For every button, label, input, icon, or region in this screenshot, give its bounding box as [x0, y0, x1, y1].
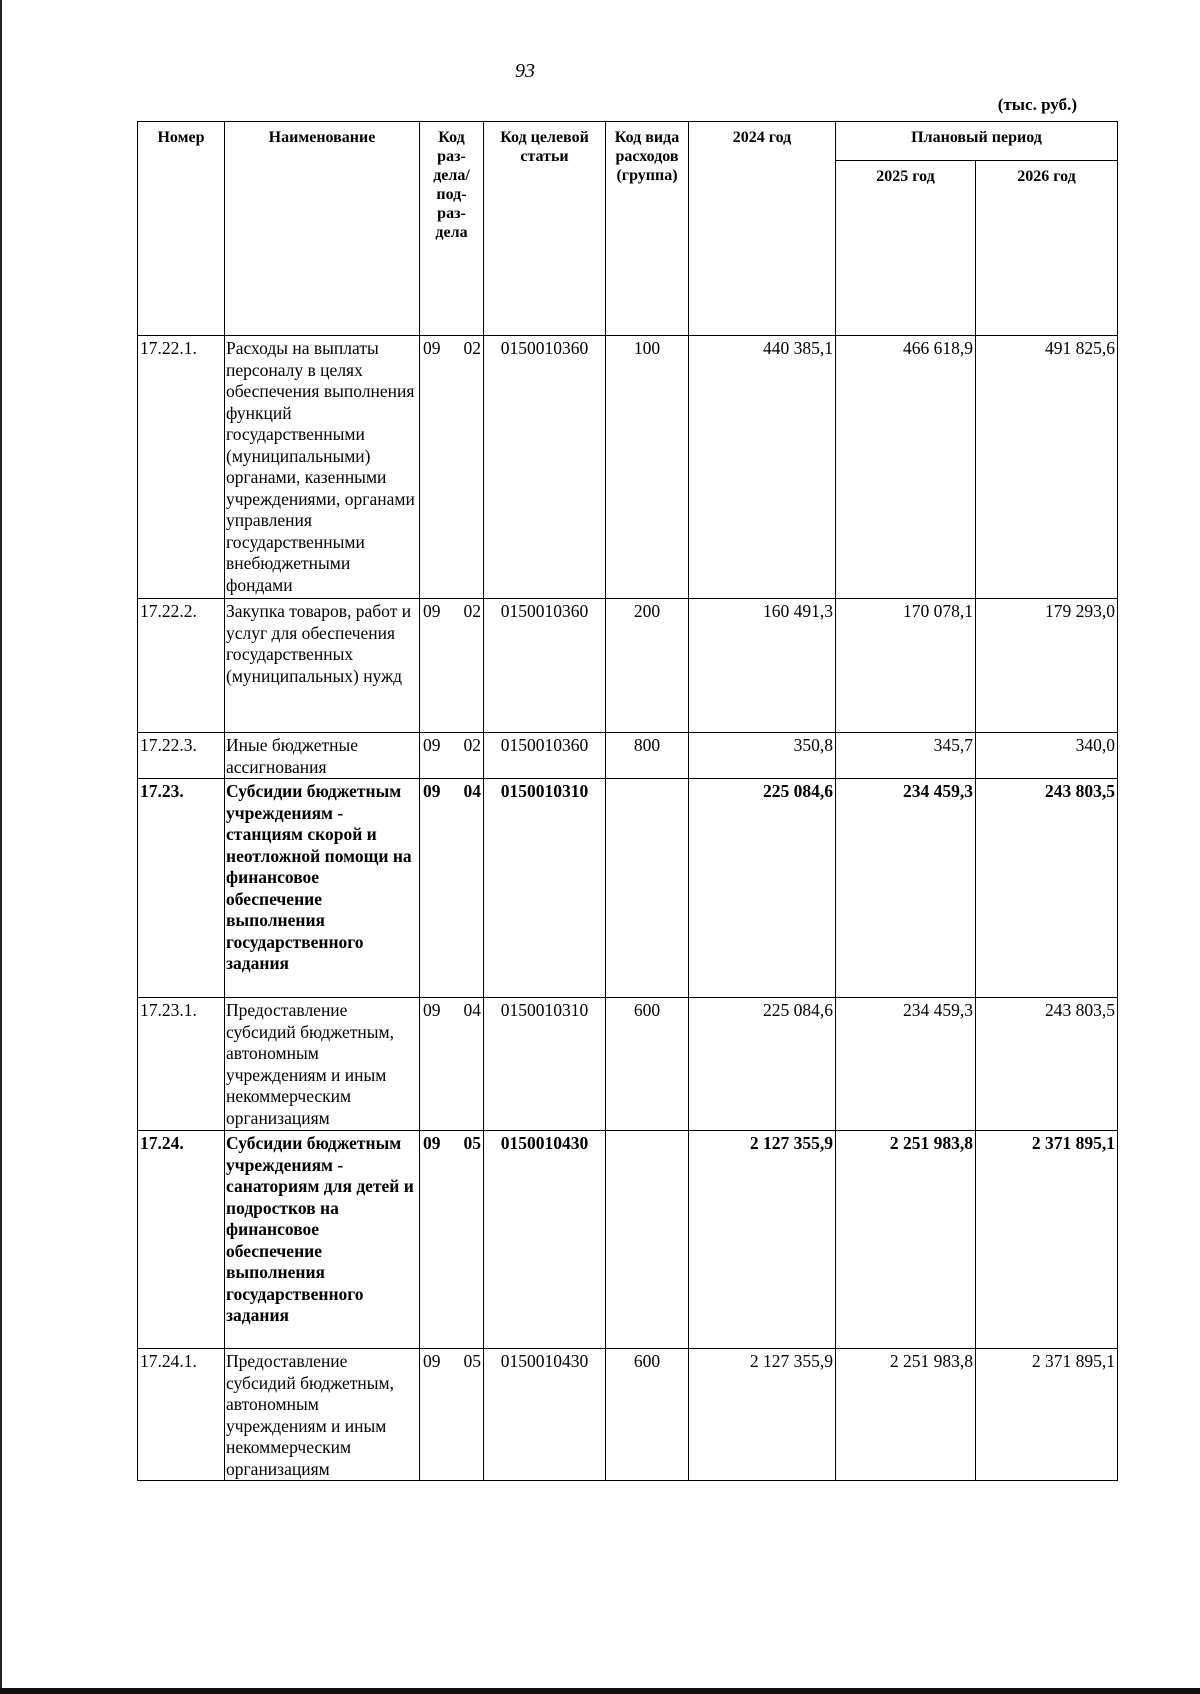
row-2026: 179 293,0	[976, 599, 1118, 733]
row-2025: 466 618,9	[836, 336, 976, 599]
row-target: 0150010360	[484, 599, 606, 733]
row-2024: 350,8	[689, 733, 836, 779]
row-expense-type	[606, 1131, 689, 1349]
row-target: 0150010360	[484, 733, 606, 779]
row-name: Расходы на выплаты персоналу в целях обеспечения выполнения функций государственными (муниципальными) органами, казенными учреждениями, органами управления государственными внебюджетными фондами	[225, 336, 420, 599]
table-row	[138, 599, 1118, 733]
row-2025: 345,7	[836, 733, 976, 779]
row-target: 0150010310	[484, 998, 606, 1131]
row-number: 17.22.1.	[138, 336, 225, 599]
row-section-code	[420, 1131, 484, 1349]
row-name: Закупка товаров, работ и услуг для обеспечения государственных (муниципальных) нужд	[225, 599, 420, 733]
row-number: 17.24.1.	[138, 1349, 225, 1481]
row-2025: 170 078,1	[836, 599, 976, 733]
row-section: 09	[423, 735, 441, 755]
row-2025: 234 459,3	[836, 998, 976, 1131]
table-row-subtotal	[138, 779, 1118, 998]
row-name: Субсидии бюджетным учреждениям - санаториям для детей и подростков на финансовое обеспечение выполнения государственного задания	[225, 1131, 420, 1349]
row-2024: 160 491,3	[689, 599, 836, 733]
row-2024: 225 084,6	[689, 998, 836, 1131]
row-name: Иные бюджетные ассигнования	[225, 733, 420, 779]
row-section: 09	[423, 1351, 441, 1371]
header-row-1	[138, 122, 1118, 161]
row-target: 0150010310	[484, 779, 606, 998]
row-section-code	[420, 1349, 484, 1481]
row-section: 09	[423, 338, 441, 358]
table-row-subtotal	[138, 1131, 1118, 1349]
row-section: 09	[423, 1133, 441, 1153]
row-section-code	[420, 599, 484, 733]
header-expense-type: Код вида расходов (группа)	[606, 122, 689, 336]
row-2024: 2 127 355,9	[689, 1349, 836, 1481]
budget-table	[137, 121, 1118, 1481]
row-2025: 2 251 983,8	[836, 1131, 976, 1349]
units-label: (тыс. руб.)	[997, 95, 1077, 114]
header-2026: 2026 год	[976, 161, 1118, 336]
row-section-code	[420, 733, 484, 779]
header-2025: 2025 год	[836, 161, 976, 336]
row-2024: 225 084,6	[689, 779, 836, 998]
header-number: Номер	[138, 122, 225, 336]
table-row	[138, 998, 1118, 1131]
row-2025: 234 459,3	[836, 779, 976, 998]
row-section-code	[420, 998, 484, 1131]
row-target: 0150010430	[484, 1131, 606, 1349]
scan-edge-bottom	[0, 1688, 1200, 1694]
row-2024: 440 385,1	[689, 336, 836, 599]
page-number: 93	[515, 60, 535, 82]
header-name: Наименование	[225, 122, 420, 336]
row-name: Предоставление субсидий бюджетным, автономным учреждениям и иным некоммерческим организациям	[225, 1349, 420, 1481]
row-2026: 243 803,5	[976, 779, 1118, 998]
row-2024: 2 127 355,9	[689, 1131, 836, 1349]
header-section-text: Код раз- дела/ под- раз- дела	[433, 129, 470, 241]
row-section: 09	[423, 601, 441, 621]
row-expense-type: 800	[606, 733, 689, 779]
row-number: 17.22.2.	[138, 599, 225, 733]
row-number: 17.23.	[138, 779, 225, 998]
row-2026: 340,0	[976, 733, 1118, 779]
row-expense-type: 200	[606, 599, 689, 733]
row-name: Субсидии бюджетным учреждениям - станциям скорой и неотложной помощи на финансовое обеспечение выполнения государственного задания	[225, 779, 420, 998]
row-subsection: 04	[463, 1000, 481, 1020]
row-expense-type: 100	[606, 336, 689, 599]
row-expense-type: 600	[606, 1349, 689, 1481]
row-number: 17.24.	[138, 1131, 225, 1349]
table-row	[138, 1349, 1118, 1481]
row-number: 17.23.1.	[138, 998, 225, 1131]
row-name: Предоставление субсидий бюджетным, автономным учреждениям и иным некоммерческим организациям	[225, 998, 420, 1131]
row-subsection: 04	[463, 781, 481, 801]
header-target: Код целевой статьи	[484, 122, 606, 336]
row-subsection: 02	[463, 601, 481, 621]
table-row	[138, 336, 1118, 599]
scan-edge-left	[0, 0, 2, 1694]
row-expense-type	[606, 779, 689, 998]
row-section: 09	[423, 1000, 441, 1020]
row-2026: 491 825,6	[976, 336, 1118, 599]
row-subsection: 05	[463, 1133, 481, 1153]
header-section	[420, 122, 484, 336]
row-subsection: 02	[463, 338, 481, 358]
row-section-code	[420, 336, 484, 599]
row-2025: 2 251 983,8	[836, 1349, 976, 1481]
row-number: 17.22.3.	[138, 733, 225, 779]
header-2024: 2024 год	[689, 122, 836, 336]
row-subsection: 02	[463, 735, 481, 755]
table-row	[138, 733, 1118, 779]
row-section-code	[420, 779, 484, 998]
row-2026: 2 371 895,1	[976, 1349, 1118, 1481]
row-2026: 243 803,5	[976, 998, 1118, 1131]
row-subsection: 05	[463, 1351, 481, 1371]
header-planned-period: Плановый период	[836, 122, 1118, 161]
row-target: 0150010360	[484, 336, 606, 599]
row-2026: 2 371 895,1	[976, 1131, 1118, 1349]
row-target: 0150010430	[484, 1349, 606, 1481]
row-expense-type: 600	[606, 998, 689, 1131]
row-section: 09	[423, 781, 441, 801]
